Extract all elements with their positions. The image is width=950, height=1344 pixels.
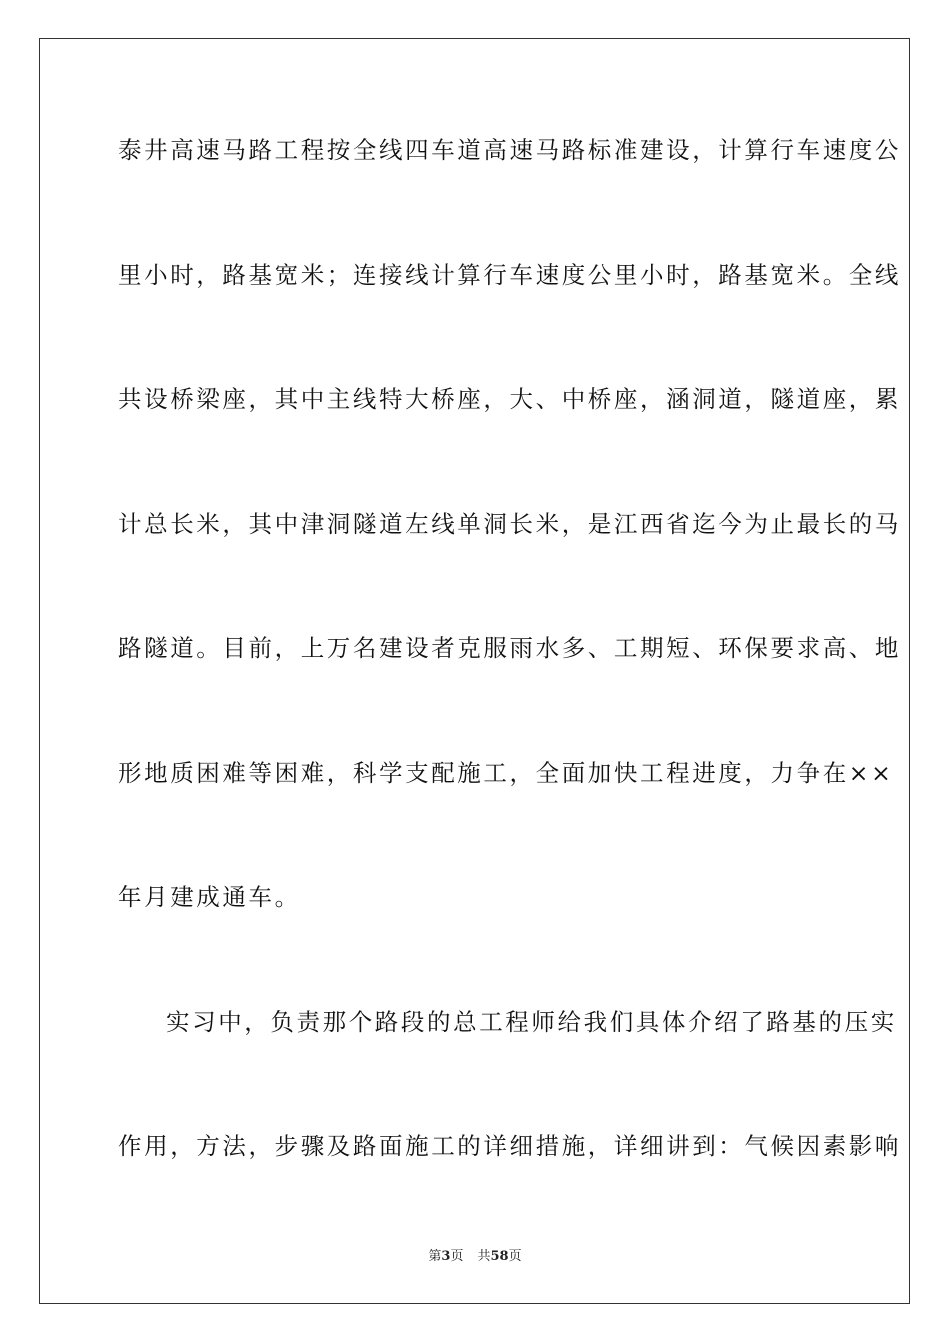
body-line-3: 共设桥梁座，其中主线特大桥座，大、中桥座，涵洞道，隧道座，累	[118, 385, 901, 413]
body-line-5: 路隧道。目前，上万名建设者克服雨水多、工期短、环保要求高、地	[118, 634, 901, 662]
body-line-4: 计总长米，其中津洞隧道左线单洞长米，是江西省迄今为止最长的马	[118, 510, 901, 538]
footer-total-prefix: 共	[477, 1249, 491, 1264]
footer-total-suffix: 页	[508, 1249, 522, 1264]
body-line-2: 里小时，路基宽米；连接线计算行车速度公里小时，路基宽米。全线	[118, 261, 901, 289]
footer-page-suffix: 页	[450, 1249, 464, 1264]
body-line-6: 形地质困难等困难，科学支配施工，全面加快工程进度，力争在××	[118, 759, 894, 787]
body-line-1: 泰井高速马路工程按全线四车道高速马路标准建设，计算行车速度公	[118, 136, 901, 164]
footer-page-number: 3	[441, 1249, 451, 1264]
body-line-9: 作用，方法，步骤及路面施工的详细措施，详细讲到：气候因素影响	[118, 1132, 901, 1160]
page-border	[39, 38, 910, 1304]
page-footer	[0, 1248, 950, 1266]
footer-prefix: 第	[428, 1249, 442, 1264]
footer-total-pages: 58	[490, 1249, 509, 1264]
body-line-8: 实习中，负责那个路段的总工程师给我们具体介绍了路基的压实	[166, 1008, 897, 1036]
body-line-7: 年月建成通车。	[118, 883, 301, 911]
